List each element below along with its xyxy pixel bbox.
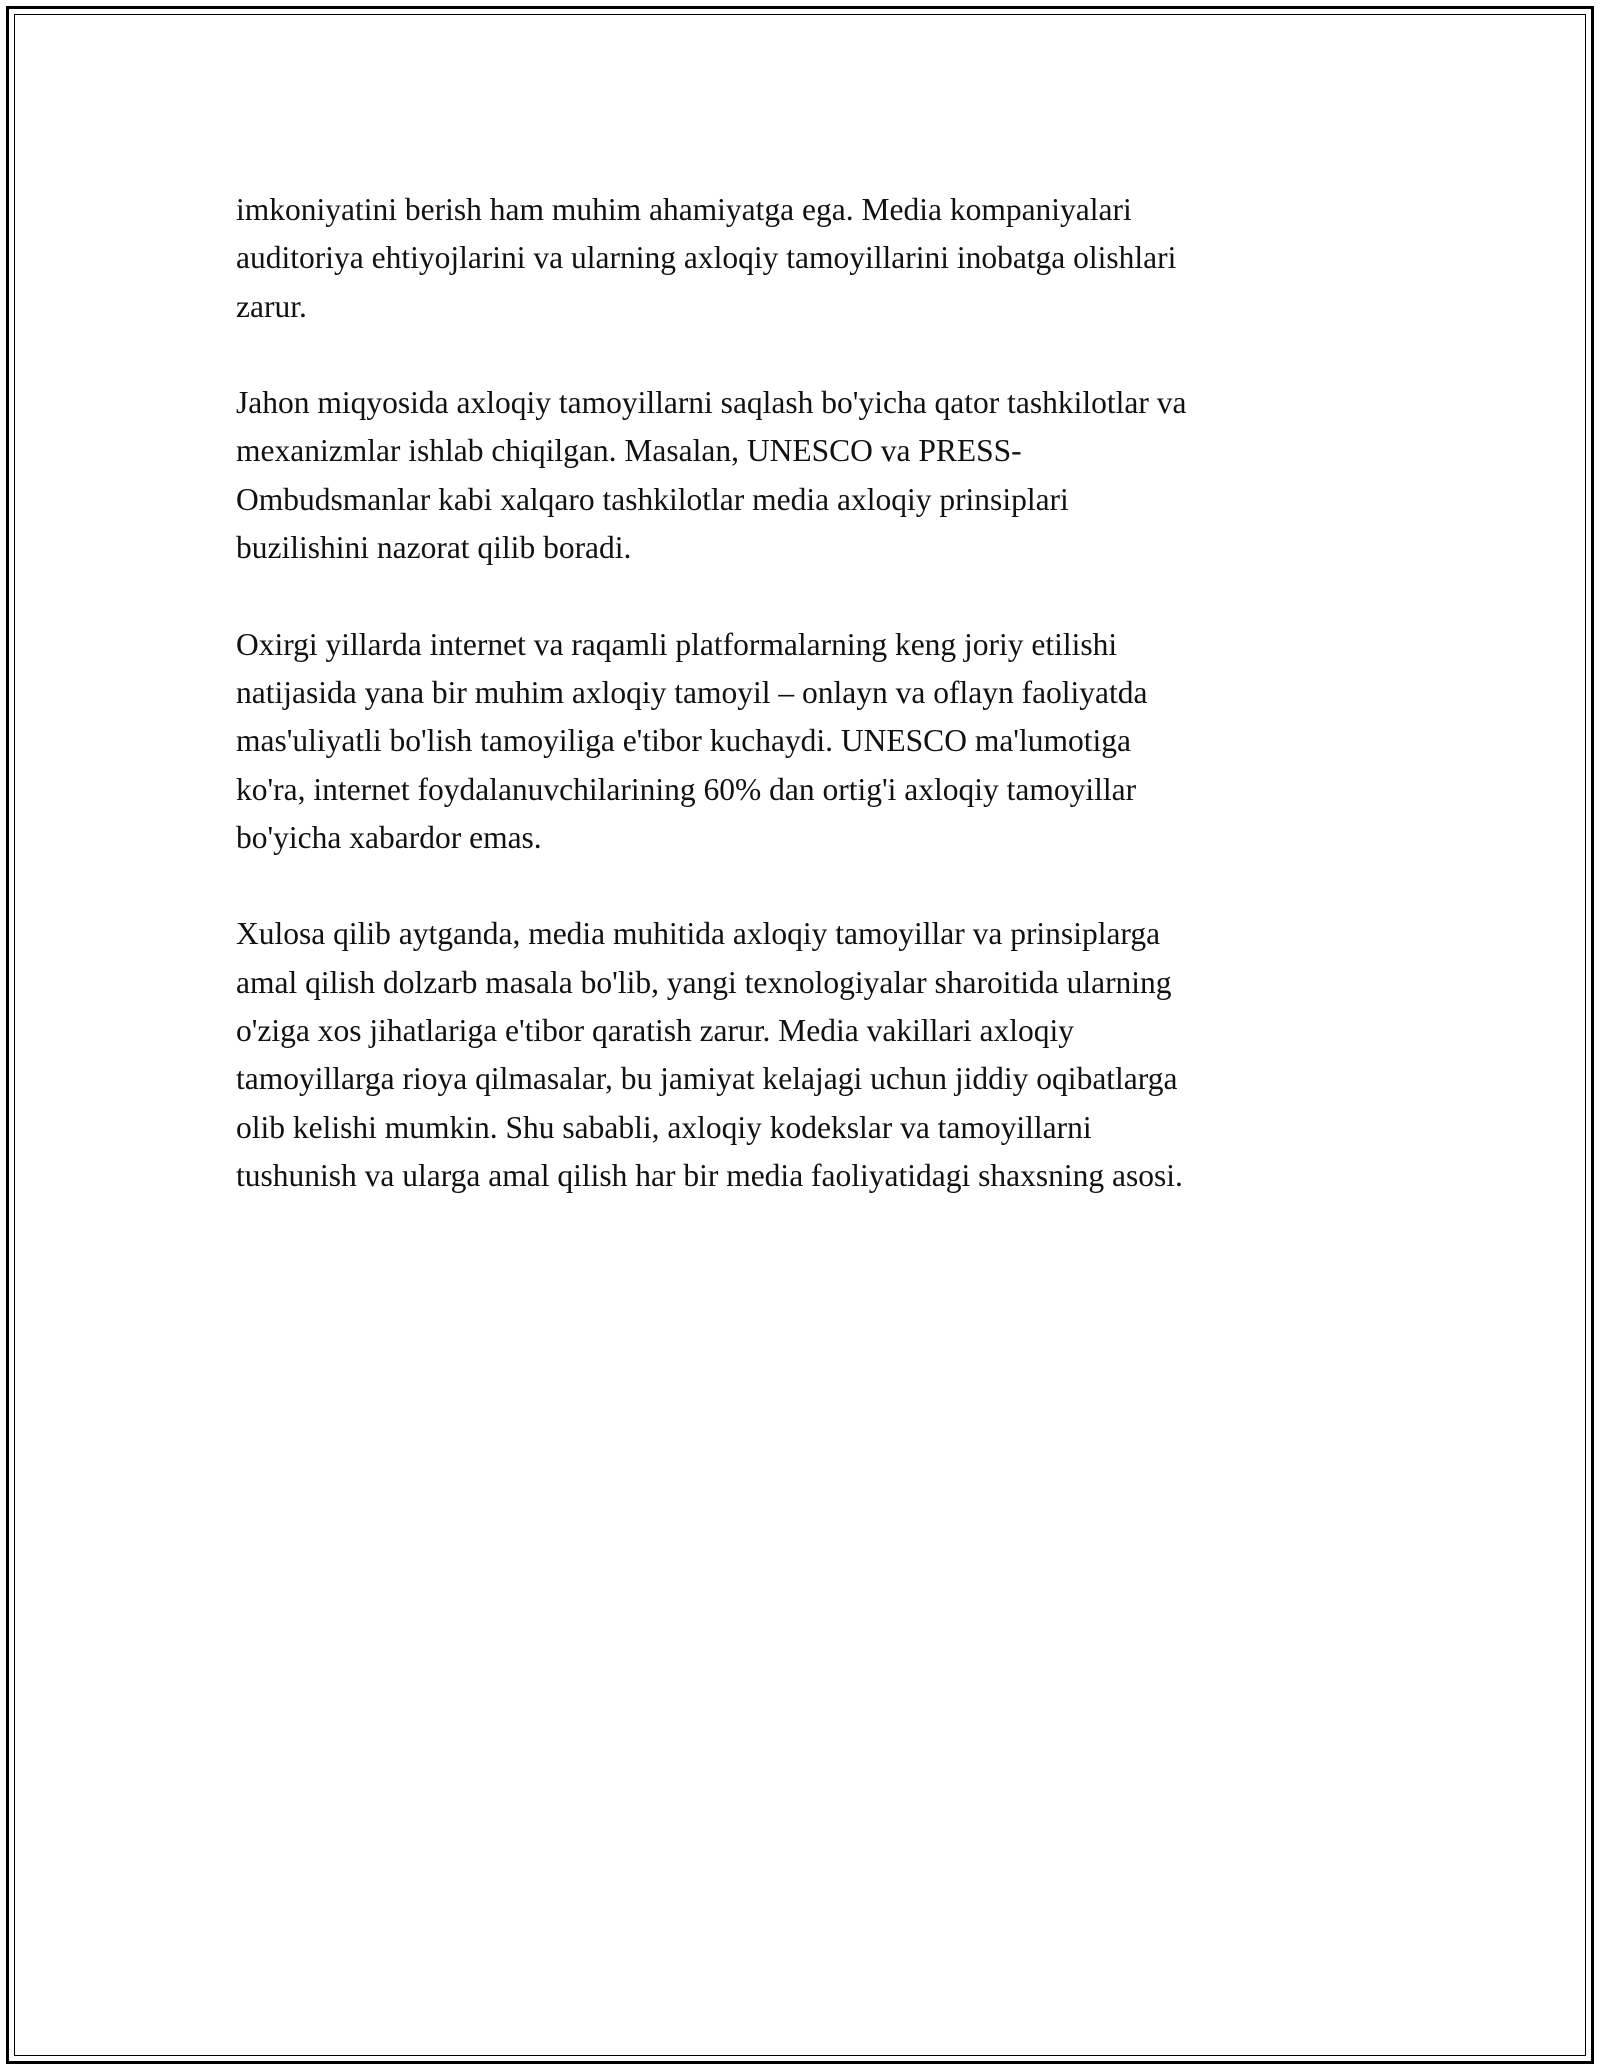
text-line: zarur. xyxy=(236,288,307,324)
paragraph-4 xyxy=(236,910,1366,1200)
paragraph-3 xyxy=(236,621,1366,862)
text-line: auditoriya ehtiyojlarini va ularning axloqiy tamoyillarini inobatga olishlari xyxy=(236,240,1177,276)
text-line: amal qilish dolzarb masala bo'lib, yangi texnologiyalar sharoitida ularning xyxy=(236,964,1172,1000)
text-line: Jahon miqyosida axloqiy tamoyillarni saqlash bo'yicha qator tashkilotlar va xyxy=(236,385,1187,421)
text-line: imkoniyatini berish ham muhim ahamiyatga ega. Media kompaniyalari xyxy=(236,192,1132,227)
text-line: tamoyillarga rioya qilmasalar, bu jamiyat kelajagi uchun jiddiy oqibatlarga xyxy=(236,1061,1178,1097)
text-line: mexanizmlar ishlab chiqilgan. Masalan, UNESCO va PRESS- xyxy=(236,433,1022,469)
text-line: mas'uliyatli bo'lish tamoyiliga e'tibor kuchaydi. UNESCO ma'lumotiga xyxy=(236,723,1131,759)
text-line: olib kelishi mumkin. Shu sababli, axloqiy kodekslar va tamoyillarni xyxy=(236,1109,1092,1145)
text-line: Xulosa qilib aytganda, media muhitida axloqiy tamoyillar va prinsiplarga xyxy=(236,916,1161,952)
text-line: ko'ra, internet foydalanuvchilarining 60% dan ortig'i axloqiy tamoyillar xyxy=(236,771,1137,807)
text-line: Ombudsmanlar kabi xalqaro tashkilotlar media axloqiy prinsiplari xyxy=(236,481,1069,517)
text-line: natijasida yana bir muhim axloqiy tamoyil – onlayn va oflayn faoliyatda xyxy=(236,674,1148,710)
paragraph-2 xyxy=(236,379,1366,572)
text-line: bo'yicha xabardor emas. xyxy=(236,819,542,855)
document-body xyxy=(236,186,1366,1249)
text-line: buzilishini nazorat qilib boradi. xyxy=(236,530,632,566)
paragraph-1 xyxy=(236,186,1366,331)
text-line: Oxirgi yillarda internet va raqamli platformalarning keng joriy etilishi xyxy=(236,626,1118,662)
text-line: o'ziga xos jihatlariga e'tibor qaratish zarur. Media vakillari axloqiy xyxy=(236,1013,1074,1049)
text-line: tushunish va ularga amal qilish har bir media faoliyatidagi shaxsning asosi. xyxy=(236,1157,1183,1193)
